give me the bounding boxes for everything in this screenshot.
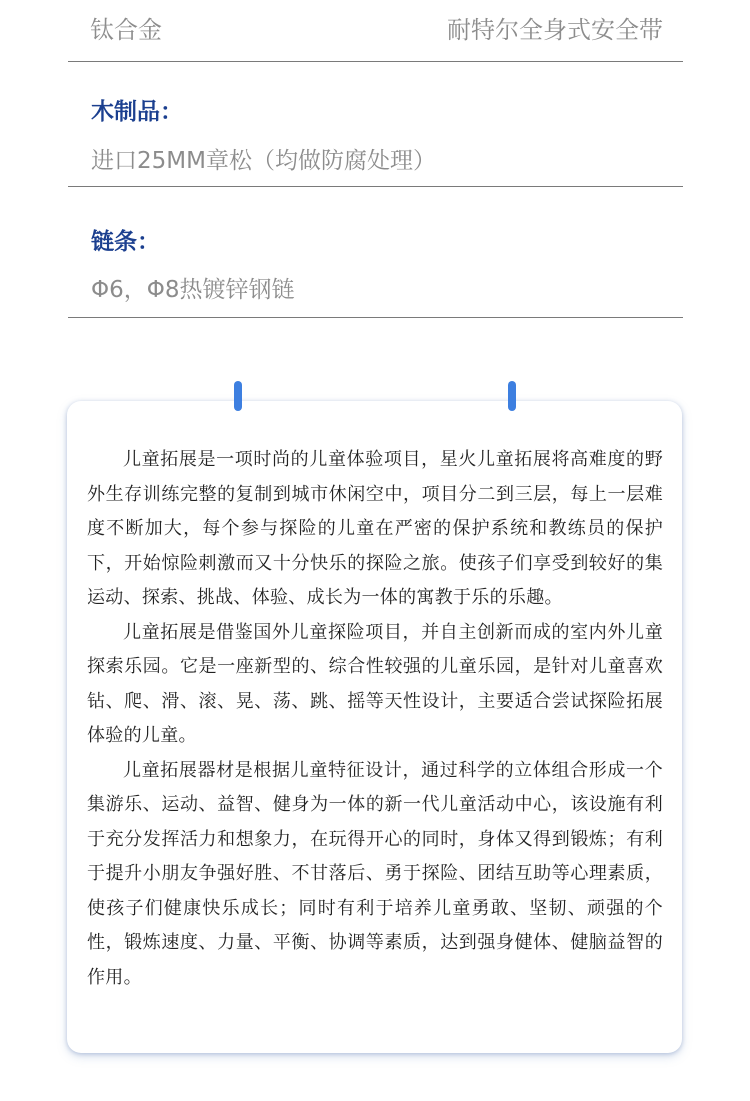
spec-row-material: [68, 0, 683, 62]
intro-paragraph-2: 儿童拓展是借鉴国外儿童探险项目，并自主创新而成的室内外儿童探索乐园。它是一座新型的、综合性较强的儿童乐园，是针对儿童喜欢钻、爬、滑、滚、晃、荡、跳、摇等天性设计，主要适合尝试探险拓展体验的儿童。: [87, 621, 663, 746]
wood-value: 进口25MM章松（均做防腐处理）: [91, 148, 436, 174]
binder-ring-right-icon: [508, 381, 516, 411]
intro-paragraph-1: 儿童拓展是一项时尚的儿童体验项目，星火儿童拓展将高难度的野外生存训练完整的复制到城市休闲空中，项目分二到三层，每上一层难度不断加大，每个参与探险的儿童在严密的保护系统和教练员的保护下，开始惊险刺激而又十分快乐的探险之旅。使孩子们享受到较好的集运动、探索、挑战、体验、成长为一体的寓教于乐的乐趣。: [87, 449, 663, 608]
chain-value: Φ6，Φ8热镀锌钢链: [91, 277, 295, 303]
spec-row-chain: [68, 187, 683, 318]
material-value: 钛合金: [90, 16, 162, 44]
intro-paragraph-3: 儿童拓展器材是根据儿童特征设计，通过科学的立体组合形成一个集游乐、运动、益智、健身为一体的新一代儿童活动中心，该设施有利于充分发挥活力和想象力，在玩得开心的同时，身体又得到锻炼；有利于提升小朋友争强好胜、不甘落后、勇于探险、团结互助等心理素质，使孩子们健康快乐成长；同时有利于培养儿童勇敢、坚韧、顽强的个性，锻炼速度、力量、平衡、协调等素质，达到强身健体、健脑益智的作用。: [87, 759, 663, 988]
binder-ring-left-icon: [234, 381, 242, 411]
harness-value: 耐特尔全身式安全带: [447, 16, 663, 44]
chain-label: 链条：: [91, 229, 160, 255]
wood-label: 木制品：: [91, 99, 183, 125]
spec-row-wood: [68, 62, 683, 187]
intro-card-body: [87, 443, 663, 995]
intro-card: [67, 401, 682, 1053]
